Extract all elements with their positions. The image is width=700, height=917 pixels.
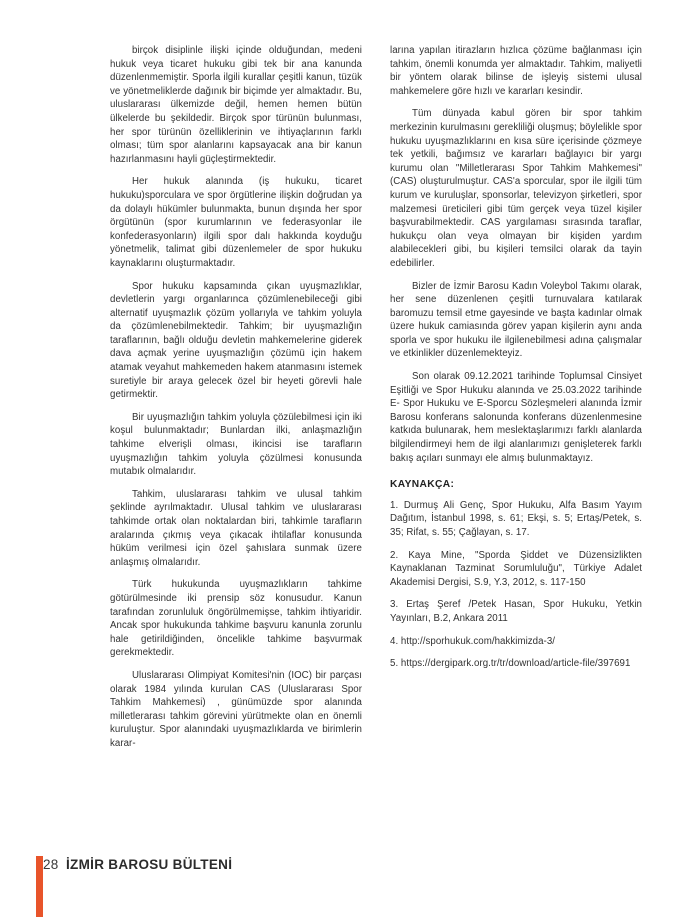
footer-title: İZMİR BAROSU BÜLTENİ bbox=[66, 857, 233, 872]
reference-item: 2. Kaya Mine, "Sporda Şiddet ve Düzensizlikten Kaynaklanan Tazminat Sorumluluğu", Türkiye Adalet Akademisi Dergisi, S.9, Y.3, 2012, s. 117-150 bbox=[390, 549, 642, 588]
paragraph: Bizler de İzmir Barosu Kadın Voleybol Takımı olarak, her sene düzenlenen çeşitli turnuvalara katılarak baromuzu temsil etme gayesinde ve başta kadınlar olmak üzere hukuk camiasında görev yapan kişilerin aynı anda sporla ve spor hukuku ile ilgilenebilmesi adına çalışmalar ve etkinlikler düzenlemekteyiz. bbox=[390, 280, 642, 360]
paragraph: Bir uyuşmazlığın tahkim yoluyla çözülebilmesi için iki koşul bulunmaktadır; Bunlardan ilki, anlaşmazlığın tahkime elverişli olması, ikincisi ise tarafların uyuşmazlığın tahkim yoluyla çözülmesi konusunda mutabık olmalarıdır. bbox=[110, 411, 362, 478]
left-text-column bbox=[110, 44, 362, 751]
paragraph: Spor hukuku kapsamında çıkan uyuşmazlıklar, devletlerin yargı organlarınca çözümlenebileceği gibi alternatif uyuşmazlık çözüm yollarıyla ve tahkim yoluyla da çözümlenebilmektedir. Tahkim; bir uyuşmazlığın taraflarının, bağlı olduğu devletin mahkemelerine giderek dava açmak yerine uyuşmazlığın çözümü için hakem atamak veyahut mahkemeden hakem atanmasını istemek suretiyle bir araya gelecek özel bir heyeti görevli hale getirmektir. bbox=[110, 280, 362, 401]
reference-item[interactable]: 5. https://dergipark.org.tr/tr/download/article-file/397691 bbox=[390, 658, 631, 670]
paragraph: Son olarak 09.12.2021 tarihinde Toplumsal Cinsiyet Eşitliği ve Spor Hukuku alanında ve 25.03.2022 tarihinde E- Spor Hukuku ve E-Sporcu Sözleşmeleri alanında İzmir Barosu konferans salonunda konferans düzenlenmesine katkıda bulunarak, hem meslektaşlarımızı farklı alanlarda bilgilendirmeyi hem de ilgi alanlarımızı genişleterek farklı bakış açıları sunmayı ele almış bulunmaktayız. bbox=[390, 371, 642, 464]
reference-item[interactable]: 4. http://sporhukuk.com/hakkimizda-3/ bbox=[390, 635, 555, 647]
paragraph: Tüm dünyada kabul gören bir spor tahkim merkezinin kurulmasını gerekliliği oluşmuş; böylelikle spor hukuku uyuşmazlıklarını en kısa süre içerisinde çözmeye tek yetkili, bağımsız ve kararları bağlayıcı bir yargı kurumu olan "Milletlerarası Spor Tahkim Mahkemesi" (CAS) oluşturulmuştur. CAS'a sporcular, spor ile ilgili tüm kurum ve kuruluşlar, sponsorlar, televizyon şirketleri, spor malzemesi üreticileri gibi tüm gerçek veya tüzel kişiler başvurabilmektedir. CAS yargılaması sırasında taraflar, hukukçu olan veya olmayan bir kişiden yardım alabilecekleri gibi, bu kişileri temsilci olarak da tayin edebilirler. bbox=[390, 108, 642, 269]
reference-item: 1. Durmuş Ali Genç, Spor Hukuku, Alfa Basım Yayım Dağıtım, İstanbul 1998, s. 61; Ekşi, s. 5; Ertaş/Petek, s. 35; Rifat, s. 55; Çağlayan, s. 17. bbox=[390, 499, 642, 538]
paragraph: Türk hukukunda uyuşmazlıkların tahkime götürülmesinde iki prensip söz konusudur. Kanun tarafından zorunluluk öngörülmemişse, tahkim ihtiyaridir. Ancak spor hukukunda tahkime başvuru kanunla zorunlu hale getirildiğinden, öncelikle tahkime başvurmak gerekmektedir. bbox=[110, 579, 362, 659]
paragraph: Tahkim, uluslararası tahkim ve ulusal tahkim şeklinde ayrılmaktadır. Ulusal tahkim ve uluslararası tahkimde ortak olan noktalardan biri, tahkimle tarafların aralarında çıkmış veya çıkacak ihtilaflar konusunda hüküm verilmesi için özel şahıslara sunmak üzere anlaşmış olmalarıdır. bbox=[110, 488, 362, 568]
paragraph: larına yapılan itirazların hızlıca çözüme bağlanması için tahkim, önemli konumda yer almaktadır. Tahkim, maliyetli bir yöntem olarak bilinse de işleyiş sistemi ulusal mahkemelere göre hızlı ve kararları kesindir. bbox=[390, 45, 642, 97]
paragraph: Uluslararası Olimpiyat Komitesi'nin (IOC) bir parçası olarak 1984 yılında kurulan CAS (Uluslararası Spor Tahkim Mahkemesi) , günümüzde spor alanında milletlerarası tahkim görevini yürütmekte olan en önemli kuruluştur. Spor alanındaki uyuşmazlıklarda ve birimlerin karar- bbox=[110, 669, 362, 749]
page-number: 28 bbox=[43, 857, 59, 872]
right-text-column bbox=[390, 44, 642, 671]
references-heading: KAYNAKÇA: bbox=[390, 479, 455, 491]
paragraph: birçok disiplinle ilişki içinde olduğundan, medeni hukuk veya ticaret hukuku gibi tek bir ana kanunda düzenlenmemiştir. Sporla ilgili kurallar çeşitli kanun, tüzük ve yönetmeliklerde dağınık bir biçimde yer almaktadır. Bu, uluslararası ülkemizde değil, hemen hemen bütün ülkelerde bu şekildedir. Birçok spor türünün bulunması, her spor türünün özelliklerinin ve ihtiyaçlarının farklı olması; tüm spor alanlarını kapsayacak ana bir kanun hazırlanmasını hayli güçleştirmektedir. bbox=[110, 45, 362, 165]
reference-item: 3. Ertaş Şeref /Petek Hasan, Spor Hukuku, Yetkin Yayınları, B.2, Ankara 2011 bbox=[390, 599, 642, 624]
paragraph: Her hukuk alanında (iş hukuku, ticaret hukuku)sporculara ve spor örgütlerine ilişkin doğrudan ya da dolaylı hükümler bulunmakta, bunun dışında her spor örgütünün (spor kurumlarının ve federasyonlar ile konfederasyonların) ilgili spor dalı hakkında koyduğu yönetmelik, talimat gibi düzenlemeler de spor hukuku kaynaklarını oluşturmaktadır. bbox=[110, 176, 362, 269]
references-list bbox=[390, 499, 642, 671]
